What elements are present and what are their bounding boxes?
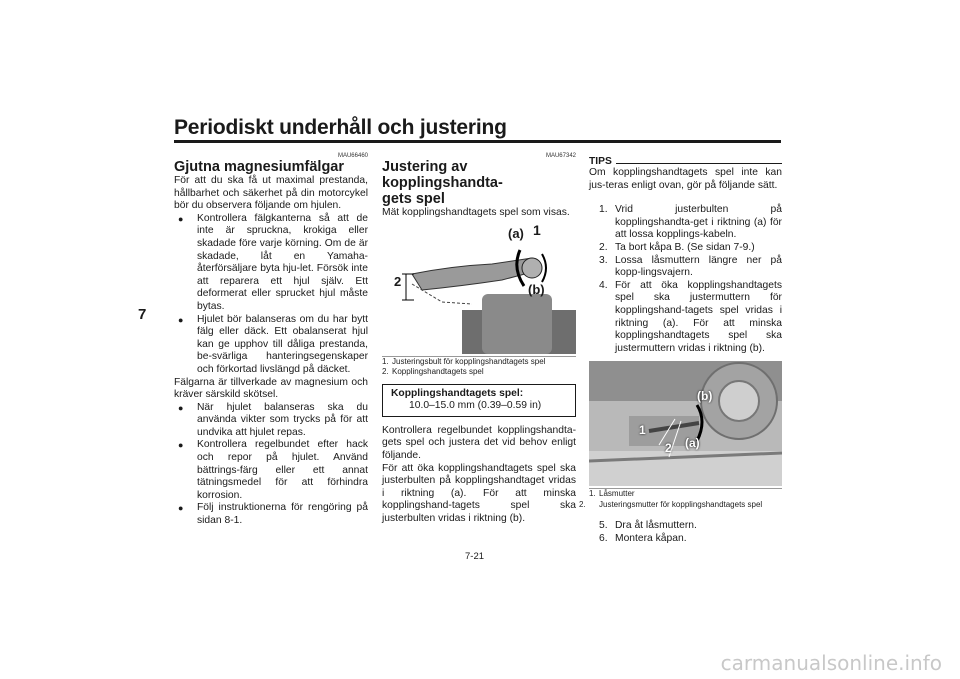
section-heading: Gjutna magnesiumfälgar xyxy=(174,159,345,175)
label-b: (b) xyxy=(528,281,545,297)
engine-photo-figure xyxy=(589,361,782,486)
label-a: (a) xyxy=(685,436,700,451)
chapter-number: 7 xyxy=(138,306,147,323)
page-number: 7-21 xyxy=(465,551,485,562)
bullet-list-2 xyxy=(174,402,368,528)
middle-text: Fälgarna är tillverkade av magnesium och kräver särskild skötsel. xyxy=(174,376,368,401)
intro-text: Mät kopplingshandtagets spel som visas. xyxy=(382,207,570,218)
section-heading-line1: Justering av kopplingshandta- xyxy=(382,159,503,191)
step-item: 3. Lossa låsmuttern längre ner på kopp-lingsvajern. xyxy=(599,254,782,279)
spec-value: 10.0–15.0 mm (0.39–0.59 in) xyxy=(409,400,542,412)
bullet-item: ● Följ instruktionerna för rengöring på sidan 8-1. xyxy=(174,502,368,527)
steps-list-2 xyxy=(589,520,782,545)
lever-shape xyxy=(412,258,540,290)
section-heading-line2: gets spel xyxy=(382,191,445,207)
section-code: MAU66460 xyxy=(337,153,368,159)
title-rule xyxy=(174,140,781,143)
label-2: 2 xyxy=(394,273,402,289)
bullet-item: ● Hjulet bör balanseras om du har bytt fälg eller däck. Ett obalanserat hjul kan ge upphov till dåliga prestanda, be-svärliga hanteringsegenskaper och förkortad livslängd på däcket. xyxy=(174,314,368,377)
engine-photo xyxy=(589,361,782,486)
section-code: MAU67342 xyxy=(545,153,576,159)
lever-housing xyxy=(482,294,552,354)
step-item: 2. Ta bort kåpa B. (Se sidan 7-9.) xyxy=(599,241,755,253)
left-column xyxy=(174,153,368,528)
intro-text: För att du ska få ut maximal prestanda, hållbarhet och säkerhet på din motorcykel bör du observera följande om hjulen. xyxy=(174,175,368,212)
clutch-lever-figure xyxy=(382,224,576,354)
watermark-text: carmanualsonline.info xyxy=(720,651,942,675)
figure-caption-2: 2. Justeringsmutter för kopplingshandtagets spel xyxy=(579,499,763,509)
label-a: (a) xyxy=(508,225,524,241)
arrow-b xyxy=(542,254,546,282)
spec-title: Kopplingshandtagets spel: xyxy=(391,387,524,399)
tips-header xyxy=(589,156,782,167)
tips-text: Om kopplingshandtagets spel inte kan jus-teras enligt ovan, gör på följande sätt. xyxy=(589,167,782,191)
label-1: 1 xyxy=(639,423,646,438)
bullet-item: ● Kontrollera fälgkanterna så att de inte är spruckna, krokiga eller skadade före varje körning. Om de är skadade, låt en Yamaha-återförsäljare byta hju-let. Försök inte att reparera ett hjul själv. Ett deformerat eller sprucket hjul måste bytas. xyxy=(174,213,368,314)
step-item: 6. Montera kåpan. xyxy=(599,532,687,544)
figure-caption-2: 2. Kopplingshandtagets spel xyxy=(382,367,484,377)
tips-label: TIPS xyxy=(589,156,612,167)
paragraph-2: För att öka kopplingshandtagets spel ska justerbulten på kopplingshandtaget vridas i riktning (a). För att minska kopplingshand-tagets spel ska justerbulten vridas i riktning (b). xyxy=(382,462,576,524)
bullet-item: ● När hjulet balanseras ska du använda vikter som trycks på för att undvika att hjulet repas. xyxy=(174,402,368,440)
step-item: 1. Vrid justerbulten på kopplingshandta-get i riktning (a) för att lossa kopplings-kabeln. xyxy=(599,204,782,241)
paragraph-1: Kontrollera regelbundet kopplingshandta-gets spel och justera det vid behov enligt följande. xyxy=(382,424,576,461)
spec-box xyxy=(382,384,576,417)
label-2: 2 xyxy=(665,441,672,456)
adjuster-bolt xyxy=(522,258,542,278)
clutch-lever-illustration xyxy=(382,224,576,354)
bullet-list-1 xyxy=(174,213,368,377)
page-title: Periodiskt underhåll och justering xyxy=(174,116,507,139)
figure-caption-1: 1. Låsmutter xyxy=(589,489,635,499)
figure-caption-1: 1. Justeringsbult för kopplingshandtagets spel xyxy=(382,356,546,366)
right-column xyxy=(579,156,782,546)
label-1: 1 xyxy=(533,223,541,238)
tips-rule xyxy=(616,163,782,164)
step-item: 5. Dra åt låsmuttern. xyxy=(599,520,697,532)
steps-list xyxy=(589,204,782,355)
label-b: (b) xyxy=(697,389,713,404)
bullet-item: ● Kontrollera regelbundet efter hack och repor på hjulet. Använd bättrings-färg eller ett annat tätningsmedel för att förhindra korrosion. xyxy=(174,439,368,502)
middle-column xyxy=(382,153,576,526)
step-item: 4. För att öka kopplingshandtagets spel ska justermuttern för kopplingshand-tagets spel vridas i riktning (a). För att minska kopplingshandtagets spel ska justermuttern vridas i riktning (b). xyxy=(599,279,782,354)
